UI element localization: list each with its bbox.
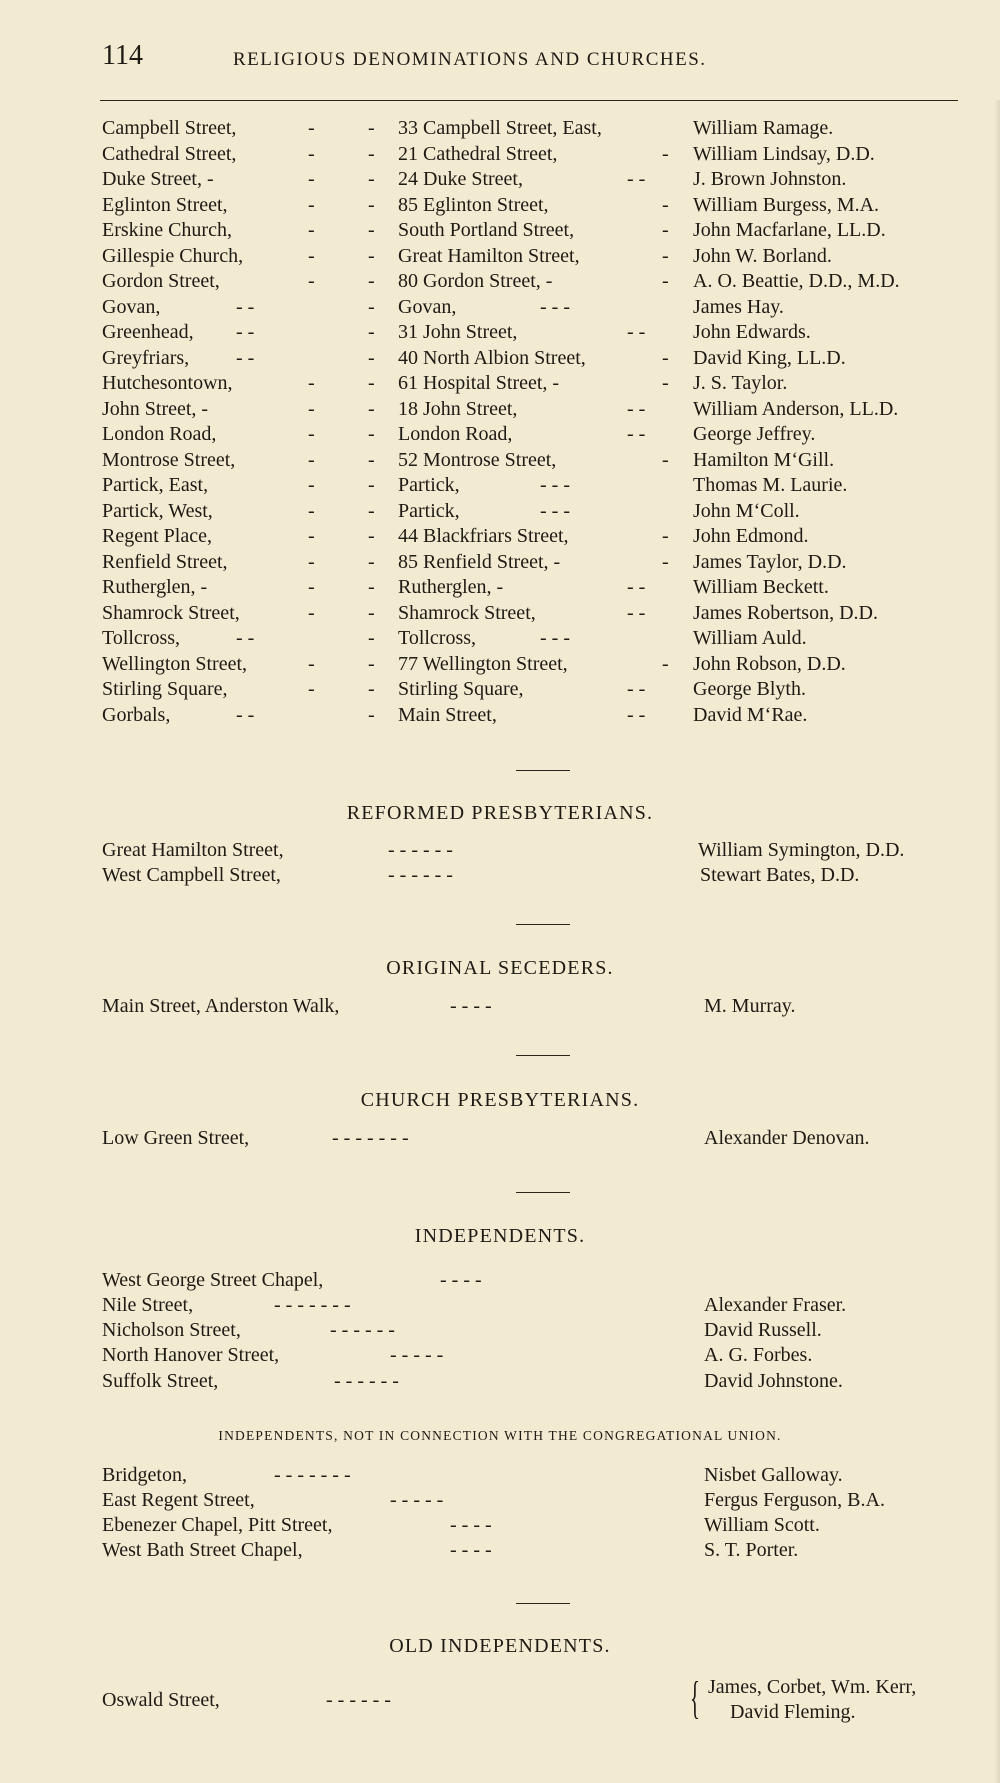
church-name: London Road, <box>102 423 217 445</box>
reformed-row-name: Great Hamilton Street, <box>102 839 284 861</box>
reformed-row-dashes: - - - - - - <box>388 864 453 886</box>
church-address: Partick, <box>398 499 460 522</box>
leader-dashes: - <box>368 193 375 216</box>
leader-dashes: - <box>662 270 669 292</box>
church-name: Partick, East, <box>102 474 209 496</box>
leader-dashes: - <box>308 219 315 241</box>
independents-row-name: Suffolk Street, <box>102 1370 219 1392</box>
minister-name: John W. Borland. <box>693 244 832 267</box>
leader-dashes: - <box>368 270 375 292</box>
section-separator <box>516 1192 570 1193</box>
minister-name: George Jeffrey. <box>693 423 816 445</box>
not-union-row-dashes: - - - - <box>450 1539 492 1561</box>
church-name: Wellington Street, <box>102 652 248 675</box>
heading-original-seceders: ORIGINAL SECEDERS. <box>386 957 614 979</box>
leader-dashes: - - <box>236 703 255 726</box>
leader-dashes: - <box>368 346 375 369</box>
leader-dashes: - - - <box>540 627 570 649</box>
leader-dashes: - - <box>627 423 646 445</box>
not-union-row-name: Bridgeton, <box>102 1464 187 1486</box>
leader-dashes: - - <box>627 168 646 190</box>
leader-dashes: - <box>368 372 375 394</box>
church-address: 52 Montrose Street, <box>398 448 557 471</box>
minister-name: Hamilton M‘Gill. <box>693 448 835 471</box>
church-row-dashes: - - - - - - - <box>332 1127 409 1149</box>
section-separator <box>516 1055 570 1056</box>
church-name: Stirling Square, <box>102 678 228 700</box>
independents-row-dashes: - - - - <box>440 1269 482 1291</box>
leader-dashes: - <box>368 117 375 139</box>
leader-dashes: - - <box>236 627 255 649</box>
leader-dashes: - <box>662 346 669 369</box>
not-union-row-dashes: - - - - <box>450 1514 492 1536</box>
independents-row-name: Nicholson Street, <box>102 1319 241 1341</box>
running-header <box>100 40 960 80</box>
minister-name: John Robson, D.D. <box>693 652 846 675</box>
church-row-name: Low Green Street, <box>102 1127 250 1149</box>
leader-dashes: - <box>308 142 315 165</box>
church-name: Greenhead, <box>102 321 194 343</box>
reformed-row-minister: William Symington, D.D. <box>698 839 905 861</box>
old-row-dashes: - - - - - - <box>326 1689 391 1711</box>
leader-dashes: - <box>308 576 315 598</box>
leader-dashes: - <box>662 142 669 165</box>
church-name: Govan, <box>102 295 161 318</box>
church-row-minister: Alexander Denovan. <box>704 1127 870 1149</box>
leader-dashes: - <box>368 295 375 318</box>
church-address: Rutherglen, - <box>398 576 504 598</box>
old-row-minister-line1: James, Corbet, Wm. Kerr, <box>708 1676 917 1698</box>
not-union-row-minister: Nisbet Galloway. <box>704 1464 843 1486</box>
church-address: Stirling Square, <box>398 678 524 700</box>
minister-name: William Lindsay, D.D. <box>693 142 875 165</box>
leader-dashes: - <box>368 525 375 547</box>
running-title: RELIGIOUS DENOMINATIONS AND CHURCHES. <box>233 49 707 70</box>
leader-dashes: - - <box>627 321 646 343</box>
leader-dashes: - <box>368 168 375 190</box>
leader-dashes: - - <box>627 678 646 700</box>
reformed-row-minister: Stewart Bates, D.D. <box>700 864 860 886</box>
leader-dashes: - <box>662 372 669 394</box>
church-name: Gordon Street, <box>102 270 220 292</box>
reformed-row-name: West Campbell Street, <box>102 864 281 886</box>
church-address: 80 Gordon Street, - <box>398 270 553 292</box>
church-name: Cathedral Street, <box>102 142 237 165</box>
leader-dashes: - - <box>236 321 255 343</box>
leader-dashes: - <box>662 193 669 216</box>
not-union-row-minister: S. T. Porter. <box>704 1539 799 1561</box>
church-address: Partick, <box>398 474 460 496</box>
leader-dashes: - <box>308 270 315 292</box>
leader-dashes: - <box>308 550 315 573</box>
church-name: Partick, West, <box>102 499 213 522</box>
independents-row-minister: David Russell. <box>704 1319 822 1341</box>
minister-name: John Edwards. <box>693 321 811 343</box>
minister-name: William Anderson, LL.D. <box>693 397 899 420</box>
church-name: Regent Place, <box>102 525 212 547</box>
church-address: London Road, <box>398 423 513 445</box>
minister-name: William Auld. <box>693 627 807 649</box>
independents-row-dashes: - - - - - - <box>330 1319 395 1341</box>
church-address: 33 Campbell Street, East, <box>398 117 602 139</box>
minister-name: J. Brown Johnston. <box>693 168 847 190</box>
church-name: Duke Street, - <box>102 168 214 190</box>
leader-dashes: - <box>368 321 375 343</box>
leader-dashes: - <box>368 448 375 471</box>
page-number: 114 <box>102 40 143 71</box>
original-row-name: Main Street, Anderston Walk, <box>102 995 340 1017</box>
minister-name: Thomas M. Laurie. <box>693 474 848 496</box>
minister-name: William Beckett. <box>693 576 829 598</box>
not-union-row-minister: Fergus Ferguson, B.A. <box>704 1489 885 1511</box>
leader-dashes: - <box>662 219 669 241</box>
leader-dashes: - - <box>236 295 255 318</box>
section-separator <box>516 770 570 771</box>
leader-dashes: - - - <box>540 474 570 496</box>
leader-dashes: - <box>308 372 315 394</box>
independents-row-dashes: - - - - - - - <box>274 1294 351 1316</box>
independents-row-minister: David Johnstone. <box>704 1370 843 1392</box>
minister-name: J. S. Taylor. <box>693 372 788 394</box>
leader-dashes: - <box>368 601 375 624</box>
leader-dashes: - - - <box>540 295 570 318</box>
church-address: 85 Eglinton Street, <box>398 193 549 216</box>
church-address: Shamrock Street, <box>398 601 536 624</box>
leader-dashes: - <box>308 448 315 471</box>
leader-dashes: - <box>308 474 315 496</box>
leader-dashes: - <box>308 678 315 700</box>
church-name: Campbell Street, <box>102 117 237 139</box>
heading-old-independents: OLD INDEPENDENTS. <box>389 1635 611 1657</box>
old-row-minister-line2: David Fleming. <box>730 1701 856 1723</box>
not-union-row-name: East Regent Street, <box>102 1489 255 1511</box>
church-name: Greyfriars, <box>102 346 190 369</box>
not-union-row-dashes: - - - - - <box>390 1489 444 1511</box>
leader-dashes: - <box>308 525 315 547</box>
minister-name: William Ramage. <box>693 117 834 139</box>
minister-name: David M‘Rae. <box>693 703 808 726</box>
church-name: Erskine Church, <box>102 219 232 241</box>
heading-reformed-presbyterians: REFORMED PRESBYTERIANS. <box>346 802 654 824</box>
curly-brace: { <box>690 1672 700 1723</box>
independents-row-name: Nile Street, <box>102 1294 194 1316</box>
minister-name: George Blyth. <box>693 678 806 700</box>
leader-dashes: - <box>368 627 375 649</box>
church-address: 21 Cathedral Street, <box>398 142 558 165</box>
leader-dashes: - <box>308 193 315 216</box>
old-row-name: Oswald Street, <box>102 1689 220 1711</box>
not-union-row-name: Ebenezer Chapel, Pitt Street, <box>102 1514 333 1536</box>
church-address: 77 Wellington Street, <box>398 652 568 675</box>
church-address: 85 Renfield Street, - <box>398 550 561 573</box>
leader-dashes: - - <box>627 703 646 726</box>
leader-dashes: - <box>308 652 315 675</box>
leader-dashes: - <box>662 652 669 675</box>
church-address: 31 John Street, <box>398 321 518 343</box>
minister-name: A. O. Beattie, D.D., M.D. <box>693 270 900 292</box>
not-union-row-minister: William Scott. <box>704 1514 820 1536</box>
leader-dashes: - <box>368 499 375 522</box>
original-row-dashes: - - - - <box>450 995 492 1017</box>
church-name: Tollcross, <box>102 627 181 649</box>
leader-dashes: - <box>368 703 375 726</box>
minister-name: John M‘Coll. <box>693 499 800 522</box>
leader-dashes: - <box>368 550 375 573</box>
independents-row-dashes: - - - - - <box>390 1344 444 1366</box>
church-address: Govan, <box>398 295 457 318</box>
leader-dashes: - <box>368 652 375 675</box>
church-name: Renfield Street, <box>102 550 228 573</box>
church-name: Eglinton Street, <box>102 193 228 216</box>
minister-name: James Robertson, D.D. <box>693 601 878 624</box>
original-row-minister: M. Murray. <box>704 995 796 1017</box>
church-name: Gillespie Church, <box>102 244 244 267</box>
church-address: 44 Blackfriars Street, <box>398 525 569 547</box>
leader-dashes: - - <box>627 397 646 420</box>
church-address: Tollcross, <box>398 627 477 649</box>
independents-row-name: North Hanover Street, <box>102 1344 280 1366</box>
church-address: 61 Hospital Street, - <box>398 372 560 394</box>
leader-dashes: - <box>308 168 315 190</box>
leader-dashes: - <box>368 576 375 598</box>
church-name: Gorbals, <box>102 703 171 726</box>
page-edge-shadow <box>994 100 1000 1783</box>
church-name: Rutherglen, - <box>102 576 208 598</box>
church-address: Great Hamilton Street, <box>398 244 580 267</box>
leader-dashes: - <box>662 244 669 267</box>
not-union-row-name: West Bath Street Chapel, <box>102 1539 303 1561</box>
church-name: John Street, - <box>102 397 209 420</box>
heading-church-presbyterians: CHURCH PRESBYTERIANS. <box>360 1089 640 1111</box>
church-address: 40 North Albion Street, <box>398 346 586 369</box>
leader-dashes: - <box>308 423 315 445</box>
independents-row-name: West George Street Chapel, <box>102 1269 324 1291</box>
leader-dashes: - <box>368 142 375 165</box>
leader-dashes: - <box>662 448 669 471</box>
church-address: Main Street, <box>398 703 497 726</box>
leader-dashes: - <box>368 397 375 420</box>
independents-row-minister: Alexander Fraser. <box>704 1294 847 1316</box>
church-address: South Portland Street, <box>398 219 575 241</box>
leader-dashes: - <box>368 678 375 700</box>
leader-dashes: - <box>368 474 375 496</box>
leader-dashes: - - <box>627 601 646 624</box>
church-address: 18 John Street, <box>398 397 518 420</box>
leader-dashes: - <box>308 601 315 624</box>
leader-dashes: - <box>662 525 669 547</box>
church-name: Montrose Street, <box>102 448 236 471</box>
independents-row-dashes: - - - - - - <box>334 1370 399 1392</box>
leader-dashes: - <box>662 550 669 573</box>
minister-name: James Hay. <box>693 295 784 318</box>
not-union-row-dashes: - - - - - - - <box>274 1464 351 1486</box>
church-address: 24 Duke Street, <box>398 168 523 190</box>
independents-row-minister: A. G. Forbes. <box>704 1344 813 1366</box>
leader-dashes: - - <box>627 576 646 598</box>
heading-independents-not-in-union: INDEPENDENTS, NOT IN CONNECTION WITH THE CONGREGATIONAL UNION. <box>218 1428 782 1443</box>
leader-dashes: - - - <box>540 499 570 522</box>
reformed-row-dashes: - - - - - - <box>388 839 453 861</box>
section-separator <box>516 1603 570 1604</box>
minister-name: William Burgess, M.A. <box>693 193 880 216</box>
leader-dashes: - - <box>236 346 255 369</box>
section-separator <box>516 924 570 925</box>
leader-dashes: - <box>368 423 375 445</box>
leader-dashes: - <box>308 244 315 267</box>
minister-name: James Taylor, D.D. <box>693 550 847 573</box>
church-name: Shamrock Street, <box>102 601 240 624</box>
church-name: Hutchesontown, <box>102 372 233 394</box>
leader-dashes: - <box>308 397 315 420</box>
minister-name: John Edmond. <box>693 525 809 547</box>
leader-dashes: - <box>308 117 315 139</box>
leader-dashes: - <box>308 499 315 522</box>
minister-name: John Macfarlane, LL.D. <box>693 219 886 241</box>
minister-name: David King, LL.D. <box>693 346 846 369</box>
leader-dashes: - <box>368 244 375 267</box>
heading-independents: INDEPENDENTS. <box>414 1225 586 1247</box>
header-rule <box>100 100 958 101</box>
leader-dashes: - <box>368 219 375 241</box>
